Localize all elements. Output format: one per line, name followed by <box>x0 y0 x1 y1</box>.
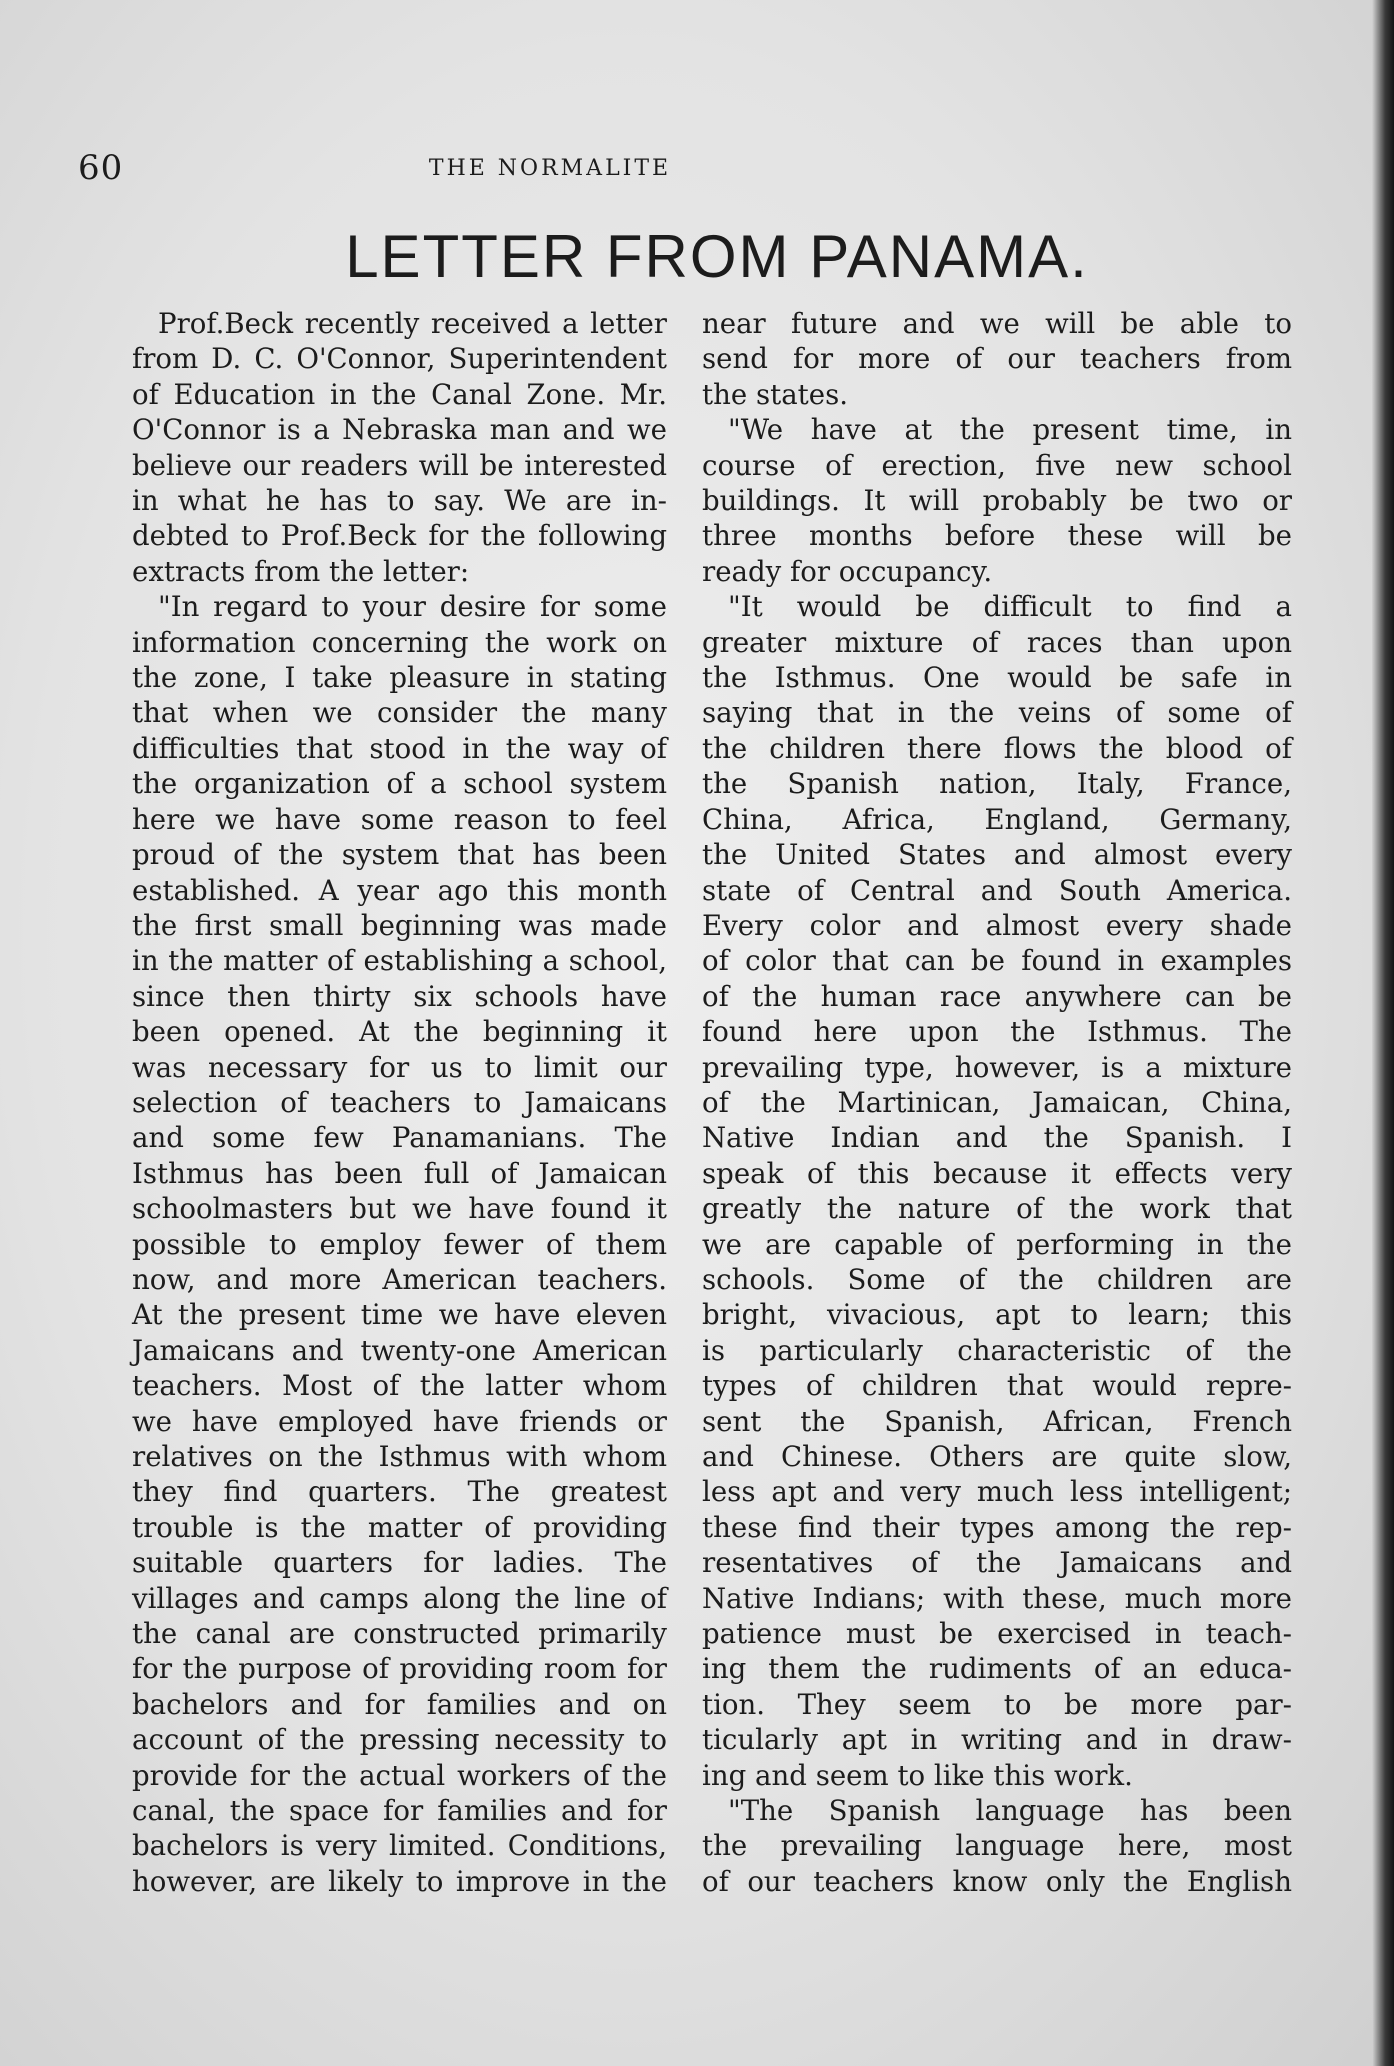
text-line: been opened. At the beginning it <box>132 1015 667 1049</box>
text-line: the organization of a school system <box>132 767 667 801</box>
text-line: At the present time we have eleven <box>132 1298 667 1332</box>
text-line: believe our readers will be interested <box>132 448 667 482</box>
left-column <box>132 306 667 1899</box>
text-line: here we have some reason to feel <box>132 802 667 836</box>
text-line: state of Central and South America. <box>702 873 1292 907</box>
text-line: the Spanish nation, Italy, France, <box>702 767 1292 801</box>
text-line: of Education in the Canal Zone. Mr. <box>132 377 667 411</box>
text-line: Native Indian and the Spanish. I <box>702 1121 1292 1155</box>
text-line: bachelors is very limited. Conditions, <box>132 1829 667 1863</box>
text-line: suitable quarters for ladies. The <box>132 1546 667 1580</box>
text-line: debted to Prof.Beck for the following <box>132 519 667 553</box>
text-line: "In regard to your desire for some <box>158 590 667 624</box>
text-line: the children there flows the blood of <box>702 731 1292 765</box>
text-line: patience must be exercised in teach- <box>702 1617 1292 1651</box>
text-line: information concerning the work on <box>132 625 667 659</box>
text-line: "The Spanish language has been <box>728 1794 1292 1828</box>
text-line: O'Connor is a Nebraska man and we <box>132 413 667 447</box>
text-line: we are capable of performing in the <box>702 1227 1292 1261</box>
text-line: and some few Panamanians. The <box>132 1121 667 1155</box>
article-title: LETTER FROM PANAMA. <box>345 223 1089 290</box>
text-line: of color that can be found in examples <box>702 944 1292 978</box>
text-line: bachelors and for families and on <box>132 1687 667 1721</box>
text-line: Jamaicans and twenty-one American <box>132 1333 667 1367</box>
text-line: China, Africa, England, Germany, <box>702 802 1292 836</box>
text-line: of the Martinican, Jamaican, China, <box>702 1085 1292 1119</box>
text-line: relatives on the Isthmus with whom <box>132 1440 667 1473</box>
text-line: schoolmasters but we have found it <box>132 1192 667 1226</box>
text-line: of our teachers know only the English <box>702 1864 1292 1898</box>
text-line: Every color and almost every shade <box>702 908 1292 942</box>
text-line: ticularly apt in writing and in draw- <box>702 1723 1292 1757</box>
text-line: near future and we will be able to <box>702 307 1292 340</box>
text-line: from D. C. O'Connor, Superintendent <box>132 342 667 376</box>
text-line: was necessary for us to limit our <box>132 1050 667 1084</box>
text-line: the United States and almost every <box>702 838 1292 872</box>
text-line: resentatives of the Jamaicans and <box>702 1546 1292 1580</box>
text-line: the first small beginning was made <box>132 908 667 942</box>
text-line: types of children that would repre- <box>702 1369 1292 1403</box>
text-line: in the matter of establishing a school, <box>132 944 667 978</box>
text-line: of the human race anywhere can be <box>702 979 1292 1013</box>
text-line: "We have at the present time, in <box>728 413 1292 447</box>
text-line: ing and seem to like this work. <box>702 1758 1133 1792</box>
text-line: "It would be difficult to find a <box>728 590 1292 624</box>
text-line: extracts from the letter: <box>132 554 470 588</box>
text-line: established. A year ago this month <box>132 873 667 907</box>
text-line: proud of the system that has been <box>132 838 667 872</box>
text-line: Prof.Beck recently received a letter <box>158 307 667 340</box>
text-line: is particularly characteristic of the <box>702 1333 1292 1367</box>
text-line: three months before these will be <box>702 519 1292 553</box>
text-line: found here upon the Isthmus. The <box>702 1015 1292 1049</box>
text-line: less apt and very much less intelligent; <box>702 1475 1292 1509</box>
text-line: for the purpose of providing room for <box>132 1652 667 1686</box>
running-head: THE NORMALITE <box>428 156 672 181</box>
text-line: prevailing type, however, is a mixture <box>702 1050 1292 1084</box>
text-line: provide for the actual workers of the <box>132 1758 667 1792</box>
text-line: the Isthmus. One would be safe in <box>702 661 1292 695</box>
text-line: possible to employ fewer of them <box>132 1227 667 1261</box>
text-line: bright, vivacious, apt to learn; this <box>702 1298 1292 1332</box>
text-line: the zone, I take pleasure in stating <box>132 661 667 695</box>
text-line: ing them the rudiments of an educa- <box>702 1652 1292 1686</box>
book-spine-shadow <box>1372 0 1394 2066</box>
text-line: in what he has to say. We are in- <box>132 484 667 518</box>
text-line: they find quarters. The greatest <box>132 1475 667 1509</box>
text-line: and Chinese. Others are quite slow, <box>702 1440 1292 1473</box>
text-line: Isthmus has been full of Jamaican <box>132 1156 667 1190</box>
text-line: canal, the space for families and for <box>132 1794 667 1828</box>
text-line: trouble is the matter of providing <box>132 1510 667 1544</box>
text-line: Native Indians; with these, much more <box>702 1581 1292 1615</box>
text-line: greatly the nature of the work that <box>702 1192 1292 1226</box>
text-line: the canal are constructed primarily <box>132 1617 667 1651</box>
text-line: villages and camps along the line of <box>132 1581 667 1615</box>
text-line: selection of teachers to Jamaicans <box>132 1085 667 1119</box>
text-line: these find their types among the rep- <box>702 1510 1292 1544</box>
text-line: buildings. It will probably be two or <box>702 484 1292 518</box>
text-line: greater mixture of races than upon <box>702 625 1292 659</box>
text-line: course of erection, five new school <box>702 448 1292 482</box>
text-line: tion. They seem to be more par- <box>702 1687 1292 1721</box>
text-line: ready for occupancy. <box>702 554 993 588</box>
text-line: speak of this because it effects very <box>702 1156 1292 1190</box>
text-line: send for more of our teachers from <box>702 342 1292 376</box>
text-line: we have employed have friends or <box>132 1404 667 1438</box>
text-line: however, are likely to improve in the <box>132 1864 667 1898</box>
text-line: now, and more American teachers. <box>132 1262 667 1296</box>
text-line: that when we consider the many <box>132 696 667 730</box>
text-line: the prevailing language here, most <box>702 1829 1292 1863</box>
text-line: the states. <box>702 377 849 411</box>
text-line: sent the Spanish, African, French <box>702 1404 1292 1438</box>
page-number: 60 <box>78 148 124 188</box>
right-column <box>702 306 1292 1899</box>
text-line: account of the pressing necessity to <box>132 1723 667 1757</box>
text-line: teachers. Most of the latter whom <box>132 1369 667 1403</box>
text-line: since then thirty six schools have <box>132 979 667 1013</box>
text-line: difficulties that stood in the way of <box>132 731 667 765</box>
text-line: schools. Some of the children are <box>702 1262 1292 1296</box>
text-line: saying that in the veins of some of <box>702 696 1292 730</box>
